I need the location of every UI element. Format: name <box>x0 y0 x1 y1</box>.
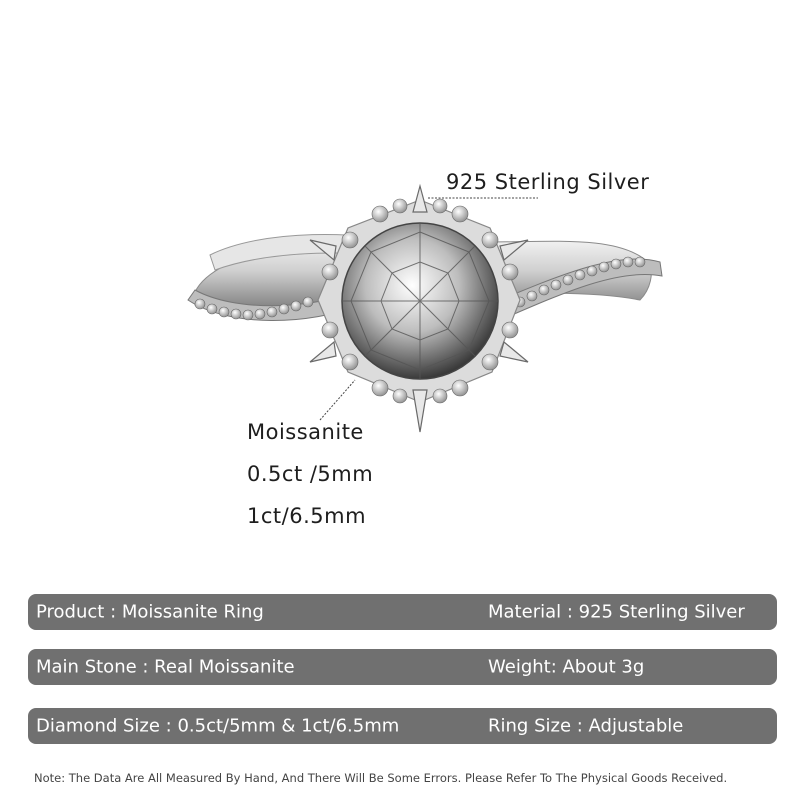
size-large-callout: 1ct/6.5mm <box>247 504 367 528</box>
stone-callout: Moissanite <box>247 420 364 444</box>
spec-ring-size: Ring Size : Adjustable <box>488 715 684 737</box>
material-callout: 925 Sterling Silver <box>446 170 650 194</box>
measurement-note: Note: The Data Are All Measured By Hand, And There Will Be Some Errors. Please Refer To The Physical Goods Received. <box>34 771 728 785</box>
spec-material: Material : 925 Sterling Silver <box>488 601 745 623</box>
spec-weight: Weight: About 3g <box>488 656 645 678</box>
spec-diamond-size: Diamond Size : 0.5ct/5mm & 1ct/6.5mm <box>36 715 400 737</box>
size-small-callout: 0.5ct /5mm <box>247 462 374 486</box>
spec-product: Product : Moissanite Ring <box>36 601 264 623</box>
spec-row-stone <box>28 649 777 685</box>
spec-row-size <box>28 708 777 744</box>
spec-main-stone: Main Stone : Real Moissanite <box>36 656 295 678</box>
spec-row-product <box>28 594 777 630</box>
